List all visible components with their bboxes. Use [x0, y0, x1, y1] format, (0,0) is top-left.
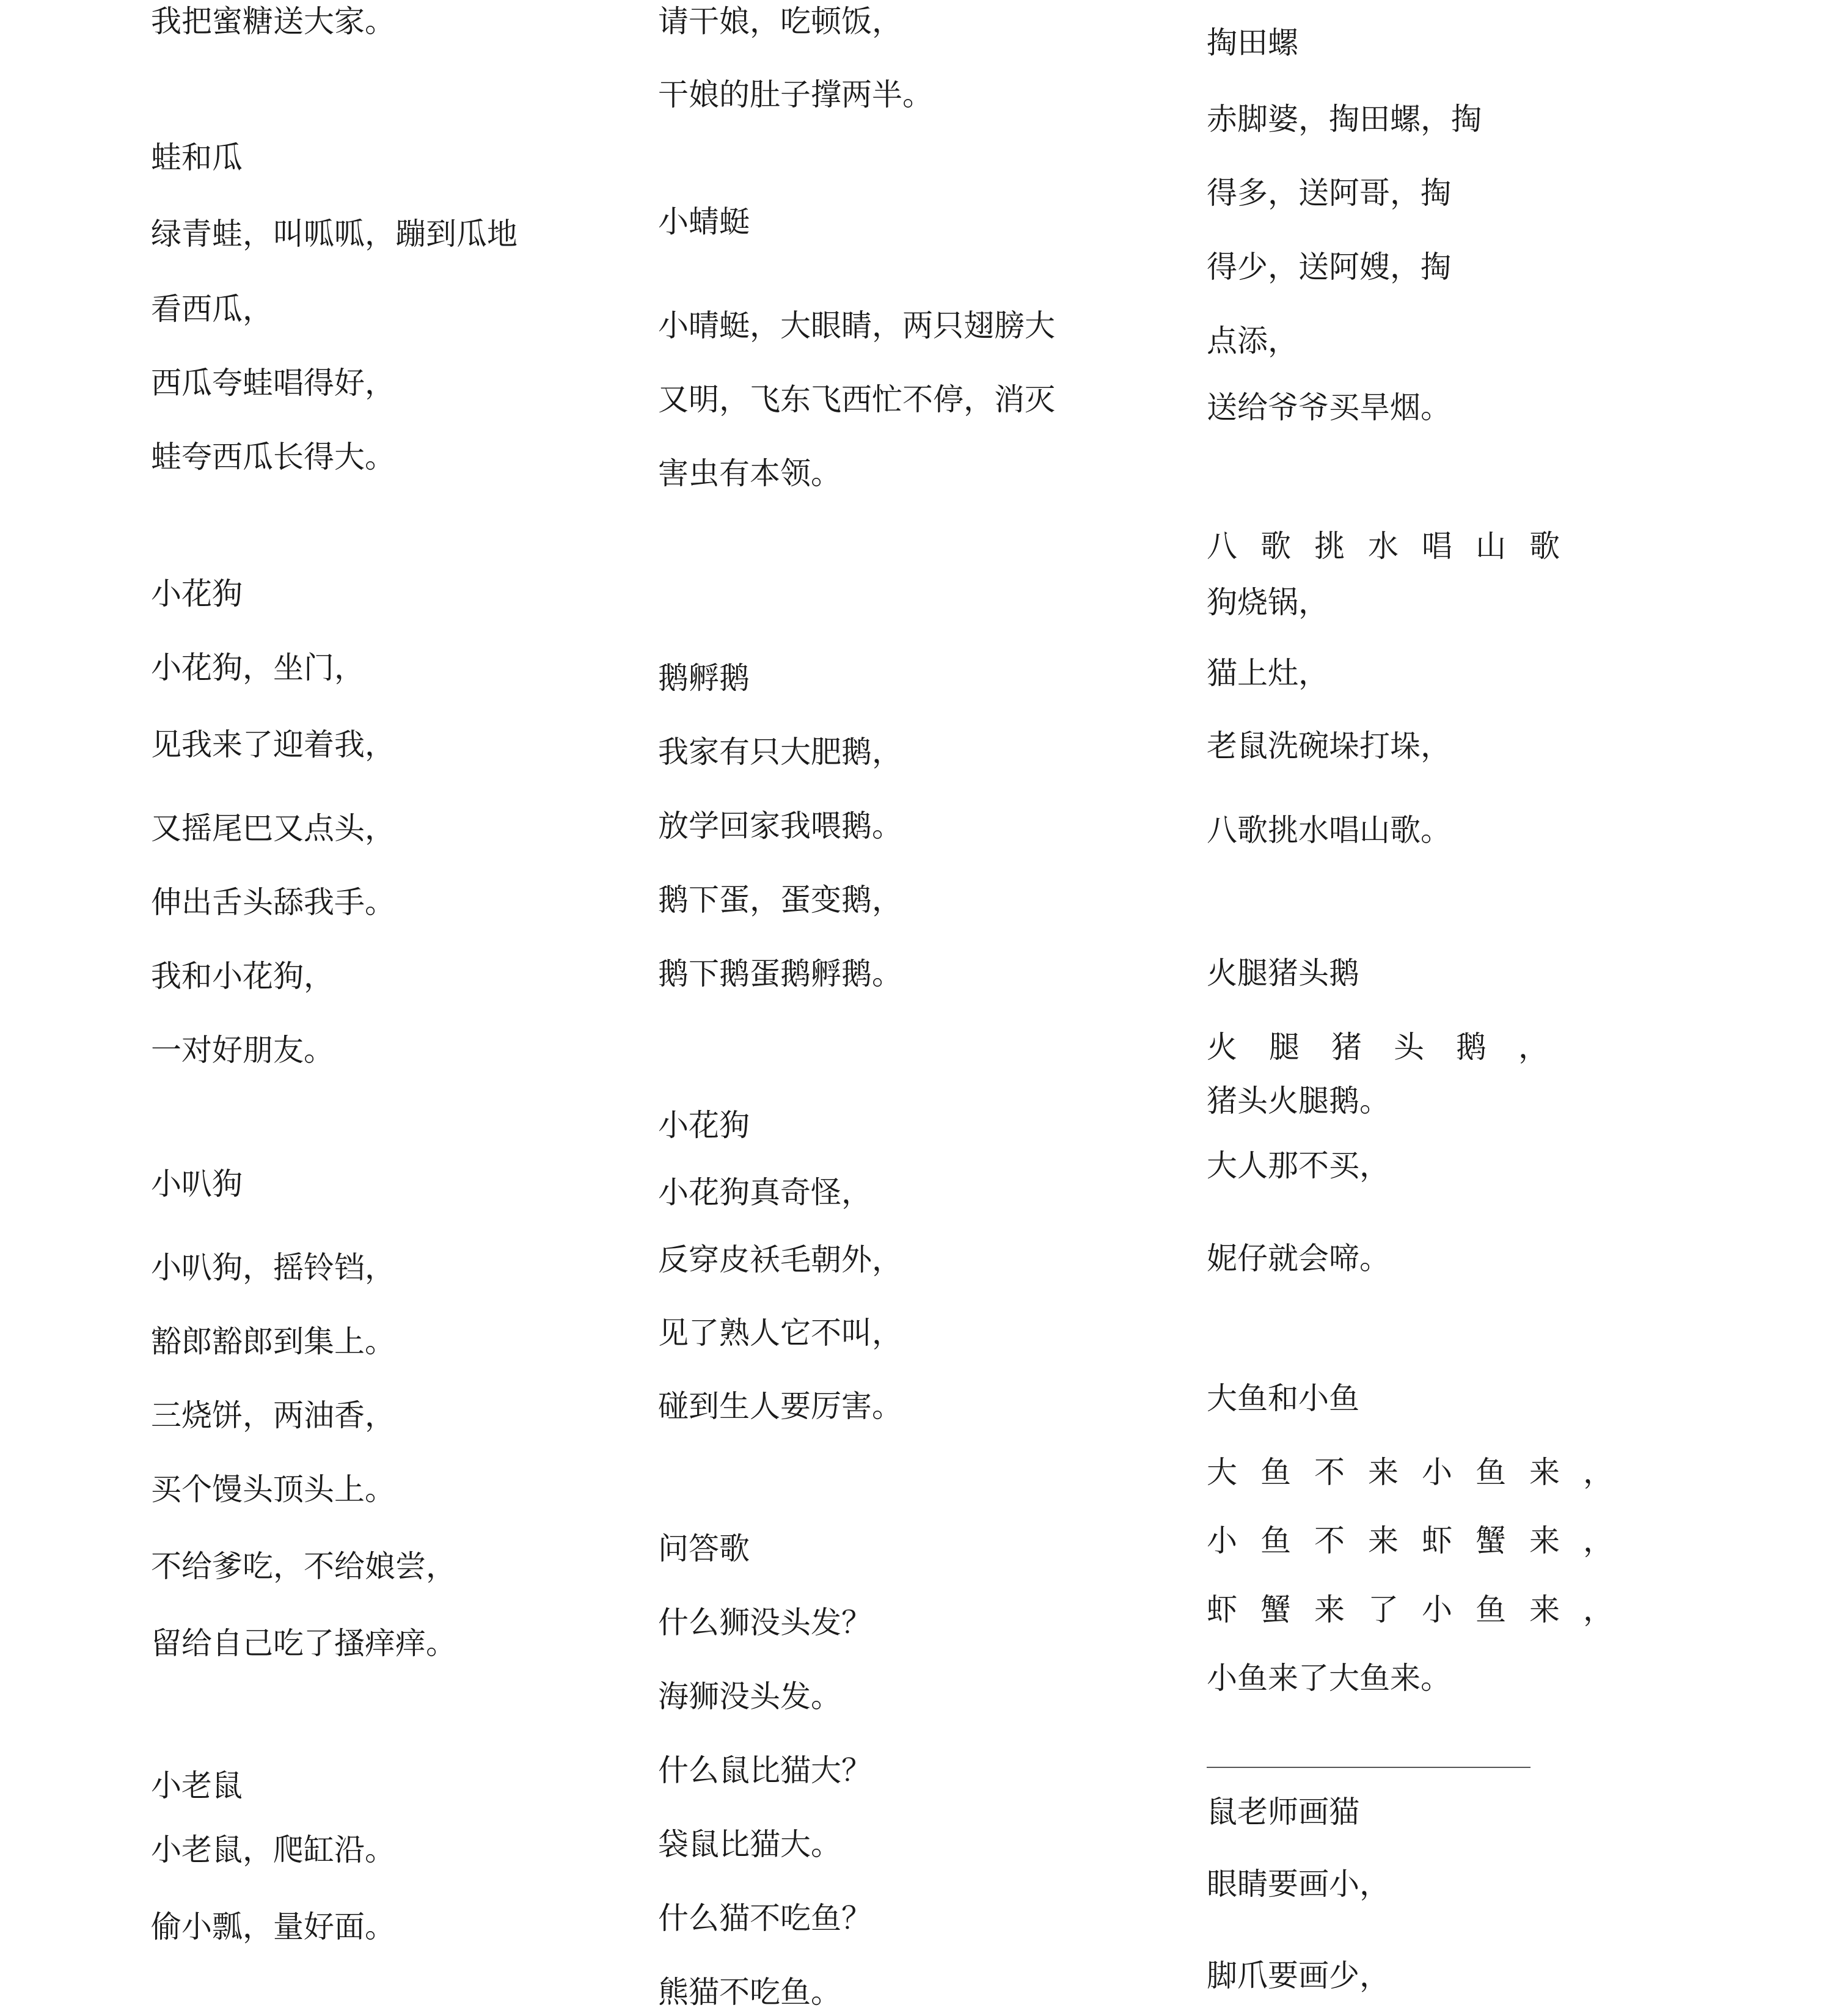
poem-title: 鼠老师画猫: [1207, 1794, 1359, 1830]
poem-line: 鹅下蛋，蛋变鹅，: [658, 882, 902, 918]
poem-line: 一对好朋友。: [151, 1032, 334, 1068]
poem-line: 虾蟹来了小鱼来，: [1207, 1592, 1637, 1627]
poem-line: 猪头火腿鹅。: [1207, 1083, 1390, 1119]
poem-line: 大鱼不来小鱼来，: [1207, 1455, 1637, 1490]
poem-line: 买个馒头顶头上。: [151, 1472, 395, 1507]
poem-line: 小花狗，坐门，: [151, 650, 365, 685]
poem-title: 小花狗: [151, 576, 243, 612]
poem-line: 偷小瓢，量好面。: [151, 1909, 395, 1945]
poem-line: 干娘的肚子撑两半。: [658, 77, 933, 112]
poem-line: 绿青蛙，叫呱呱，蹦到瓜地: [151, 216, 518, 252]
poem-line: 什么鼠比猫大？: [658, 1753, 872, 1788]
poem-line: 看西瓜，: [151, 291, 273, 327]
poem-line: 小鱼来了大鱼来。: [1207, 1660, 1451, 1696]
poem-title: 小花狗: [658, 1108, 750, 1143]
poem-line: 鹅下鹅蛋鹅孵鹅。: [658, 956, 902, 992]
poem-line: 我和小花狗，: [151, 959, 334, 994]
poem-line: 伸出舌头舔我手。: [151, 885, 395, 920]
poem-line: 放学回家我喂鹅。: [658, 808, 902, 844]
poem-line: 又明，飞东飞西忙不停，消灭: [658, 382, 1055, 417]
poem-line: 八歌挑水唱山歌。: [1207, 813, 1451, 848]
poem-line: 豁郎豁郎到集上。: [151, 1324, 395, 1359]
poem-line: 大人那不买，: [1207, 1148, 1390, 1183]
poem-line: 见了熟人它不叫，: [658, 1315, 902, 1351]
poem-line: 袋鼠比猫大。: [658, 1827, 841, 1862]
poem-title: 掏田螺: [1207, 25, 1298, 60]
poem-line: 请干娘，吃顿饭，: [658, 4, 902, 39]
poem-line: 小老鼠，爬缸沿。: [151, 1832, 395, 1868]
poem-line: 小叭狗，摇铃铛，: [151, 1250, 395, 1285]
poem-line: 海狮没头发。: [658, 1679, 841, 1714]
poem-line: 得多，送阿哥，掏: [1207, 175, 1451, 211]
poem-line: 眼睛要画小，: [1207, 1866, 1390, 1902]
poem-line: 什么狮没头发？: [658, 1605, 872, 1640]
poem-title: 大鱼和小鱼: [1207, 1381, 1359, 1416]
poem-title: 小蜻蜓: [658, 204, 750, 239]
poem-title: 小老鼠: [151, 1768, 243, 1803]
poem-line: 见我来了迎着我，: [151, 727, 395, 762]
poem-line: 什么猫不吃鱼？: [658, 1901, 872, 1936]
poem-line: 火腿猪头鹅，: [1207, 1029, 1581, 1065]
poem-title: 蛙和瓜: [151, 140, 243, 175]
poem-title: 问答歌: [658, 1531, 750, 1566]
poem-line: 狗烧锅，: [1207, 585, 1329, 620]
poem-line: 小鱼不来虾蟹来，: [1207, 1523, 1637, 1558]
poem-line: 点添，: [1207, 323, 1298, 359]
divider-line: [1207, 1767, 1531, 1768]
poem-title: 鹅孵鹅: [658, 660, 750, 696]
poem-title: 火腿猪头鹅: [1207, 955, 1359, 991]
poem-line: 反穿皮袄毛朝外，: [658, 1242, 902, 1277]
poem-line: 妮仔就会啼。: [1207, 1241, 1390, 1276]
poem-line: 老鼠洗碗垛打垛，: [1207, 728, 1451, 764]
poem-line: 我把蜜糖送大家。: [151, 4, 395, 39]
poem-title: 小叭狗: [151, 1166, 243, 1202]
poem-line: 熊猫不吃鱼。: [658, 1974, 841, 2010]
poem-line: 得少，送阿嫂，掏: [1207, 249, 1451, 285]
poem-line: 小花狗真奇怪，: [658, 1175, 872, 1210]
poem-line: 留给自己吃了搔痒痒。: [151, 1626, 456, 1661]
poem-line: 我家有只大肥鹅，: [658, 734, 902, 770]
poem-line: 不给爹吃，不给娘尝，: [151, 1549, 456, 1584]
poem-line: 又摇尾巴又点头，: [151, 811, 395, 846]
poem-line: 碰到生人要厉害。: [658, 1389, 902, 1424]
poem-line: 三烧饼，两油香，: [151, 1398, 395, 1433]
poem-title: 八歌挑水唱山歌: [1207, 528, 1583, 564]
poem-line: 西瓜夸蛙唱得好，: [151, 365, 395, 401]
poem-line: 赤脚婆，掏田螺，掏: [1207, 101, 1482, 137]
poem-line: 送给爷爷买旱烟。: [1207, 390, 1451, 425]
poem-line: 脚爪要画少，: [1207, 1958, 1390, 1993]
poem-line: 蛙夸西瓜长得大。: [151, 439, 395, 475]
poem-line: 害虫有本领。: [658, 456, 841, 491]
poem-line: 猫上灶，: [1207, 656, 1329, 691]
poem-line: 小晴蜓，大眼睛，两只翅膀大: [658, 308, 1055, 343]
